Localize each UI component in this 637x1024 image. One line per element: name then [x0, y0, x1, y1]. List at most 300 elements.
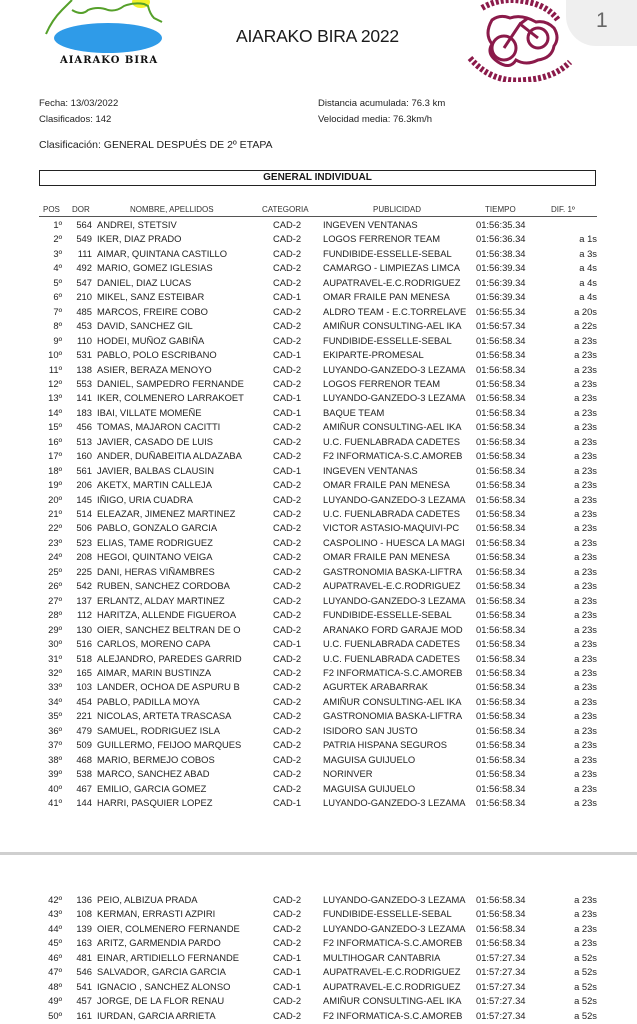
- cell-rider-name: AIMAR, MARIN BUSTINZA: [97, 666, 212, 678]
- cell-bib-number: 136: [76, 894, 92, 905]
- cell-team: AUPATRAVEL-E.C.RODRIGUEZ: [323, 980, 461, 992]
- cell-category: CAD-2: [273, 522, 302, 534]
- cell-team: AUPATRAVEL-E.C.RODRIGUEZ: [323, 580, 461, 592]
- cell-position: 48º: [48, 980, 62, 992]
- distancia-label: Distancia acumulada: 76.3 km: [318, 98, 446, 109]
- table-row: [0, 667, 637, 681]
- cell-bib-number: 531: [76, 349, 92, 361]
- cell-time: 01:56:58.34: [476, 797, 526, 808]
- column-header-dif: DIF. 1º: [551, 205, 575, 214]
- cell-bib-number: 516: [76, 638, 92, 650]
- cell-rider-name: OIER, SANCHEZ BELTRAN DE O: [97, 623, 241, 635]
- cell-category: CAD-2: [273, 435, 302, 447]
- table-row: [0, 923, 637, 937]
- table-row: [0, 378, 637, 392]
- cell-time: 01:56:39.34: [476, 291, 526, 303]
- table-row: [0, 797, 637, 811]
- cell-rider-name: ANDREI, STETSIV: [97, 219, 177, 230]
- cell-gap: a 52s: [574, 966, 597, 978]
- cell-team: FUNDIBIDE-ESSELLE-SEBAL: [323, 334, 452, 346]
- cell-gap: a 23s: [574, 536, 597, 548]
- table-row: [0, 609, 637, 623]
- cell-bib-number: 163: [76, 937, 92, 949]
- cell-category: CAD-2: [273, 450, 302, 462]
- cell-bib-number: 492: [76, 262, 92, 274]
- cell-position: 27º: [48, 594, 62, 606]
- cell-position: 24º: [48, 551, 62, 563]
- cell-gap: a 1s: [579, 233, 597, 245]
- cell-team: AGURTEK ARABARRAK: [323, 681, 429, 693]
- cell-team: ARANAKO FORD GARAJE MOD: [323, 623, 463, 635]
- cell-category: CAD-2: [273, 623, 302, 635]
- cell-position: 2º: [53, 233, 62, 245]
- cell-category: CAD-1: [273, 464, 302, 476]
- cell-bib-number: 547: [76, 276, 92, 288]
- cell-bib-number: 564: [76, 219, 92, 230]
- cell-category: CAD-2: [273, 363, 302, 375]
- cell-rider-name: MARCOS, FREIRE COBO: [97, 305, 208, 317]
- table-row: [0, 349, 637, 363]
- cell-rider-name: JAVIER, CASADO DE LUIS: [97, 435, 214, 447]
- table-row: [0, 364, 637, 378]
- cell-gap: a 20s: [574, 305, 597, 317]
- cell-category: CAD-1: [273, 966, 302, 978]
- table-row: [0, 624, 637, 638]
- cell-team: INGEVEN VENTANAS: [323, 219, 418, 230]
- cell-rider-name: DAVID, SANCHEZ GIL: [97, 320, 193, 332]
- cell-bib-number: 513: [76, 435, 92, 447]
- cell-time: 01:56:58.34: [476, 536, 526, 548]
- federation-logo: [462, 0, 580, 82]
- cell-bib-number: 509: [76, 739, 92, 751]
- cell-rider-name: CARLOS, MORENO CAPA: [97, 638, 211, 650]
- cell-rider-name: IKER, COLMENERO LARRAKOET: [97, 392, 244, 404]
- cell-gap: a 4s: [579, 291, 597, 303]
- cell-rider-name: AIMAR, QUINTANA CASTILLO: [97, 247, 228, 259]
- table-row: [0, 725, 637, 739]
- cell-team: OMAR FRAILE PAN MENESA: [323, 479, 450, 491]
- clasificacion-label: Clasificación: GENERAL DESPUÉS DE 2º ETAPA: [39, 139, 273, 151]
- cell-position: 4º: [53, 262, 62, 274]
- cell-team: F2 INFORMATICA-S.C.AMOREB: [323, 450, 463, 462]
- cell-bib-number: 103: [76, 681, 92, 693]
- aiarako-bira-logo-text: AIARAKO BIRA: [60, 55, 159, 66]
- cell-position: 50º: [48, 1009, 62, 1021]
- table-row: [0, 291, 637, 305]
- cell-position: 5º: [53, 276, 62, 288]
- cell-rider-name: LANDER, OCHOA DE ASPURU B: [97, 681, 240, 693]
- cell-position: 46º: [48, 951, 62, 963]
- cell-position: 45º: [48, 937, 62, 949]
- cell-category: CAD-2: [273, 894, 302, 905]
- table-row: [0, 392, 637, 406]
- cell-position: 1º: [53, 219, 62, 230]
- cell-category: CAD-1: [273, 951, 302, 963]
- cell-rider-name: MARCO, SANCHEZ ABAD: [97, 768, 210, 780]
- cell-category: CAD-2: [273, 908, 302, 920]
- cell-category: CAD-2: [273, 479, 302, 491]
- cell-category: CAD-2: [273, 739, 302, 751]
- table-row: [0, 508, 637, 522]
- cell-gap: a 4s: [579, 262, 597, 274]
- cell-gap: a 23s: [574, 710, 597, 722]
- cell-gap: a 52s: [574, 951, 597, 963]
- cell-rider-name: PABLO, POLO ESCRIBANO: [97, 349, 217, 361]
- cell-category: CAD-1: [273, 392, 302, 404]
- cell-bib-number: 453: [76, 320, 92, 332]
- table-row: [0, 783, 637, 797]
- cell-gap: a 23s: [574, 392, 597, 404]
- cell-gap: a 23s: [574, 479, 597, 491]
- cell-gap: a 22s: [574, 320, 597, 332]
- cell-bib-number: 161: [76, 1009, 92, 1021]
- cell-rider-name: EMILIO, GARCIA GOMEZ: [97, 782, 207, 794]
- table-row: [0, 580, 637, 594]
- table-row: [0, 248, 637, 262]
- table-row: [0, 981, 637, 995]
- cell-position: 26º: [48, 580, 62, 592]
- cell-position: 16º: [48, 435, 62, 447]
- cell-gap: a 52s: [574, 980, 597, 992]
- cell-rider-name: IBAI, VILLATE MOMEÑE: [97, 406, 202, 418]
- cell-bib-number: 138: [76, 363, 92, 375]
- cell-category: CAD-2: [273, 421, 302, 433]
- cell-rider-name: SALVADOR, GARCIA GARCIA: [97, 966, 226, 978]
- cell-team: OMAR FRAILE PAN MENESA: [323, 551, 450, 563]
- table-row: [0, 908, 637, 922]
- column-header-category: CATEGORIA: [262, 205, 309, 214]
- cell-team: LUYANDO-GANZEDO-3 LEZAMA: [323, 922, 466, 934]
- cell-category: CAD-1: [273, 349, 302, 361]
- cell-team: AUPATRAVEL-E.C.RODRIGUEZ: [323, 966, 461, 978]
- cell-rider-name: SAMUEL, RODRIGUEZ ISLA: [97, 724, 220, 736]
- cell-rider-name: OIER, COLMENERO FERNANDE: [97, 922, 240, 934]
- cell-rider-name: ASIER, BERAZA MENOYO: [97, 363, 212, 375]
- cell-team: NORINVER: [323, 768, 373, 780]
- table-row: [0, 653, 637, 667]
- cell-position: 40º: [48, 782, 62, 794]
- table-row: [0, 522, 637, 536]
- cell-category: CAD-2: [273, 724, 302, 736]
- cell-category: CAD-2: [273, 609, 302, 621]
- cell-category: CAD-1: [273, 291, 302, 303]
- cell-rider-name: ERLANTZ, ALDAY MARTINEZ: [97, 594, 225, 606]
- cell-gap: a 52s: [574, 995, 597, 1007]
- cell-category: CAD-2: [273, 320, 302, 332]
- cell-time: 01:56:58.34: [476, 623, 526, 635]
- table-row: [0, 681, 637, 695]
- cell-position: 18º: [48, 464, 62, 476]
- cell-team: AMIÑUR CONSULTING-AEL IKA: [323, 995, 462, 1007]
- cell-position: 49º: [48, 995, 62, 1007]
- cell-gap: a 23s: [574, 493, 597, 505]
- cell-time: 01:56:58.34: [476, 363, 526, 375]
- cell-team: LUYANDO-GANZEDO-3 LEZAMA: [323, 594, 466, 606]
- cell-bib-number: 165: [76, 666, 92, 678]
- cell-position: 11º: [48, 363, 62, 375]
- cell-bib-number: 208: [76, 551, 92, 563]
- table-row: [0, 1010, 637, 1024]
- cell-category: CAD-1: [273, 797, 302, 808]
- cell-rider-name: HEGOI, QUINTANO VEIGA: [97, 551, 213, 563]
- cell-position: 43º: [48, 908, 62, 920]
- cell-category: CAD-1: [273, 406, 302, 418]
- cell-time: 01:57:27.34: [476, 980, 526, 992]
- cell-bib-number: 561: [76, 464, 92, 476]
- cell-bib-number: 514: [76, 508, 92, 519]
- cell-position: 19º: [48, 479, 62, 491]
- cell-bib-number: 183: [76, 406, 92, 418]
- cell-category: CAD-2: [273, 305, 302, 317]
- table-row: [0, 277, 637, 291]
- cell-position: 8º: [53, 320, 62, 332]
- cell-time: 01:56:58.34: [476, 922, 526, 934]
- cell-category: CAD-2: [273, 666, 302, 678]
- cell-time: 01:56:58.34: [476, 450, 526, 462]
- cell-bib-number: 546: [76, 966, 92, 978]
- column-header-name: NOMBRE, APELLIDOS: [130, 205, 214, 214]
- table-row: [0, 421, 637, 435]
- cell-time: 01:56:58.34: [476, 406, 526, 418]
- cell-gap: a 23s: [574, 349, 597, 361]
- cell-team: MAGUISA GUIJUELO: [323, 753, 416, 765]
- cell-gap: a 23s: [574, 609, 597, 621]
- cell-time: 01:56:39.34: [476, 262, 526, 274]
- cell-bib-number: 137: [76, 594, 92, 606]
- cell-time: 01:57:27.34: [476, 1009, 526, 1021]
- cell-category: CAD-2: [273, 922, 302, 934]
- cell-team: U.C. FUENLABRADA CADETES: [323, 652, 461, 664]
- table-row: [0, 262, 637, 276]
- cell-time: 01:56:58.34: [476, 724, 526, 736]
- cell-team: PATRIA HISPANA SEGUROS: [323, 739, 447, 751]
- cell-time: 01:56:58.34: [476, 695, 526, 707]
- cell-team: LUYANDO-GANZEDO-3 LEZAMA: [323, 363, 466, 375]
- cell-position: 14º: [48, 406, 62, 418]
- cell-position: 32º: [48, 666, 62, 678]
- cell-bib-number: 225: [76, 565, 92, 577]
- cell-bib-number: 454: [76, 695, 92, 707]
- cell-time: 01:56:58.34: [476, 508, 526, 519]
- cell-bib-number: 518: [76, 652, 92, 664]
- table-row: [0, 219, 637, 233]
- column-header-dor: DOR: [72, 205, 90, 214]
- cell-gap: a 23s: [574, 724, 597, 736]
- header-divider: [39, 216, 597, 217]
- cell-rider-name: IURDAN, GARCIA ARRIETA: [97, 1009, 216, 1021]
- column-header-publicidad: PUBLICIDAD: [373, 205, 422, 214]
- cell-category: CAD-2: [273, 219, 302, 230]
- federation-logo-graphic: [462, 0, 580, 82]
- cell-time: 01:56:58.34: [476, 768, 526, 780]
- cell-position: 36º: [48, 724, 62, 736]
- cell-rider-name: RUBEN, SANCHEZ CORDOBA: [97, 580, 230, 592]
- cell-gap: a 23s: [574, 435, 597, 447]
- cell-category: CAD-2: [273, 580, 302, 592]
- table-row: [0, 754, 637, 768]
- cell-rider-name: PABLO, GONZALO GARCIA: [97, 522, 218, 534]
- cell-gap: a 23s: [574, 450, 597, 462]
- cell-position: 38º: [48, 753, 62, 765]
- cell-rider-name: ELEAZAR, JIMENEZ MARTINEZ: [97, 508, 236, 519]
- cell-rider-name: PEIO, ALBIZUA PRADA: [97, 894, 198, 905]
- cell-time: 01:56:58.34: [476, 580, 526, 592]
- cell-category: CAD-2: [273, 652, 302, 664]
- cell-bib-number: 549: [76, 233, 92, 245]
- cell-bib-number: 523: [76, 536, 92, 548]
- cell-rider-name: DANIEL, SAMPEDRO FERNANDE: [97, 377, 244, 389]
- table-row: [0, 306, 637, 320]
- cell-team: ISIDORO SAN JUSTO: [323, 724, 418, 736]
- cell-category: CAD-2: [273, 594, 302, 606]
- cell-category: CAD-2: [273, 1009, 302, 1021]
- cell-gap: a 23s: [574, 464, 597, 476]
- cell-category: CAD-2: [273, 710, 302, 722]
- cell-time: 01:56:58.34: [476, 377, 526, 389]
- table-row: [0, 696, 637, 710]
- cell-team: CAMARGO - LIMPIEZAS LIMCA: [323, 262, 460, 274]
- table-row: [0, 479, 637, 493]
- table-row: [0, 436, 637, 450]
- cell-rider-name: JORGE, DE LA FLOR RENAU: [97, 995, 225, 1007]
- cell-bib-number: 145: [76, 493, 92, 505]
- cell-category: CAD-1: [273, 638, 302, 650]
- cell-team: F2 INFORMATICA-S.C.AMOREB: [323, 937, 463, 949]
- cell-category: CAD-2: [273, 937, 302, 949]
- cell-gap: a 23s: [574, 565, 597, 577]
- page-number-badge: [566, 0, 637, 46]
- cell-time: 01:57:27.34: [476, 995, 526, 1007]
- cell-bib-number: 160: [76, 450, 92, 462]
- cell-position: 30º: [48, 638, 62, 650]
- cell-position: 41º: [48, 797, 62, 808]
- cell-position: 13º: [48, 392, 62, 404]
- table-row: [0, 710, 637, 724]
- cell-gap: a 23s: [574, 594, 597, 606]
- page-number: 1: [596, 9, 608, 32]
- cell-time: 01:56:58.34: [476, 565, 526, 577]
- cell-team: AUPATRAVEL-E.C.RODRIGUEZ: [323, 276, 461, 288]
- table-row: [0, 966, 637, 980]
- cell-team: LOGOS FERRENOR TEAM: [323, 377, 441, 389]
- cell-team: LUYANDO-GANZEDO-3 LEZAMA: [323, 493, 466, 505]
- cell-position: 25º: [48, 565, 62, 577]
- cell-team: U.C. FUENLABRADA CADETES: [323, 508, 461, 519]
- cell-gap: a 23s: [574, 894, 597, 905]
- cell-position: 9º: [53, 334, 62, 346]
- cell-gap: a 4s: [579, 276, 597, 288]
- cell-time: 01:56:58.34: [476, 479, 526, 491]
- cell-team: LUYANDO-GANZEDO-3 LEZAMA: [323, 797, 466, 808]
- cell-gap: a 23s: [574, 652, 597, 664]
- table-row: [0, 595, 637, 609]
- table-row: [0, 537, 637, 551]
- cell-position: 10º: [48, 349, 62, 361]
- cell-gap: a 23s: [574, 406, 597, 418]
- cell-bib-number: 139: [76, 922, 92, 934]
- cell-team: FUNDIBIDE-ESSELLE-SEBAL: [323, 908, 452, 920]
- cell-team: GASTRONOMIA BASKA-LIFTRA: [323, 565, 463, 577]
- cell-time: 01:56:58.34: [476, 739, 526, 751]
- cell-time: 01:56:58.34: [476, 594, 526, 606]
- cell-gap: a 23s: [574, 908, 597, 920]
- table-row: [0, 494, 637, 508]
- cell-bib-number: 479: [76, 724, 92, 736]
- cell-rider-name: PABLO, PADILLA MOYA: [97, 695, 200, 707]
- cell-rider-name: ARITZ, GARMENDIA PARDO: [97, 937, 221, 949]
- cell-gap: a 23s: [574, 421, 597, 433]
- cell-rider-name: HARITZA, ALLENDE FIGUEROA: [97, 609, 237, 621]
- cell-time: 01:56:58.34: [476, 908, 526, 920]
- cell-position: 17º: [48, 450, 62, 462]
- cell-team: LUYANDO-GANZEDO-3 LEZAMA: [323, 894, 466, 905]
- cell-rider-name: GUILLERMO, FEIJOO MARQUES: [97, 739, 242, 751]
- cell-position: 22º: [48, 522, 62, 534]
- cell-rider-name: NICOLAS, ARTETA TRASCASA: [97, 710, 232, 722]
- cell-team: AMIÑUR CONSULTING-AEL IKA: [323, 421, 462, 433]
- cell-position: 6º: [53, 291, 62, 303]
- cell-rider-name: IKER, DIAZ PRADO: [97, 233, 182, 245]
- cell-position: 33º: [48, 681, 62, 693]
- cell-category: CAD-2: [273, 334, 302, 346]
- cell-bib-number: 538: [76, 768, 92, 780]
- cell-rider-name: MIKEL, SANZ ESTEIBAR: [97, 291, 205, 303]
- cell-bib-number: 456: [76, 421, 92, 433]
- cell-category: CAD-2: [273, 782, 302, 794]
- cell-gap: a 23s: [574, 782, 597, 794]
- cell-time: 01:56:36.34: [476, 233, 526, 245]
- cell-position: 20º: [48, 493, 62, 505]
- cell-rider-name: JAVIER, BALBAS CLAUSIN: [97, 464, 215, 476]
- cell-rider-name: KERMAN, ERRASTI AZPIRI: [97, 908, 216, 920]
- cell-time: 01:57:27.34: [476, 951, 526, 963]
- cell-gap: a 52s: [574, 1009, 597, 1021]
- cell-bib-number: 553: [76, 377, 92, 389]
- cell-category: CAD-2: [273, 551, 302, 563]
- cell-team: INGEVEN VENTANAS: [323, 464, 418, 476]
- cell-rider-name: MARIO, GOMEZ IGLESIAS: [97, 262, 213, 274]
- cell-bib-number: 110: [77, 334, 92, 346]
- cell-gap: a 23s: [574, 551, 597, 563]
- cell-bib-number: 481: [76, 951, 92, 963]
- cell-bib-number: 542: [76, 580, 92, 592]
- cell-gap: a 23s: [574, 666, 597, 678]
- cell-rider-name: TOMAS, MAJARON CACITTI: [97, 421, 221, 433]
- table-row: [0, 952, 637, 966]
- cell-position: 15º: [48, 421, 62, 433]
- column-header-tiempo: TIEMPO: [485, 205, 516, 214]
- cell-position: 35º: [48, 710, 62, 722]
- table-row: [0, 894, 637, 908]
- cell-category: CAD-2: [273, 493, 302, 505]
- cell-gap: a 23s: [574, 508, 597, 519]
- cell-bib-number: 141: [76, 392, 92, 404]
- cell-team: F2 INFORMATICA-S.C.AMOREB: [323, 1009, 463, 1021]
- cell-gap: a 23s: [574, 768, 597, 780]
- cell-bib-number: 108: [76, 908, 92, 920]
- cell-time: 01:56:58.34: [476, 710, 526, 722]
- cell-gap: a 23s: [574, 363, 597, 375]
- table-row: [0, 335, 637, 349]
- cell-team: BAQUE TEAM: [323, 406, 385, 418]
- cell-gap: a 23s: [574, 623, 597, 635]
- cell-team: MAGUISA GUIJUELO: [323, 782, 416, 794]
- cell-category: CAD-2: [273, 695, 302, 707]
- cell-position: 47º: [48, 966, 62, 978]
- cell-category: CAD-2: [273, 995, 302, 1007]
- cell-category: CAD-2: [273, 262, 302, 274]
- cell-bib-number: 130: [76, 623, 92, 635]
